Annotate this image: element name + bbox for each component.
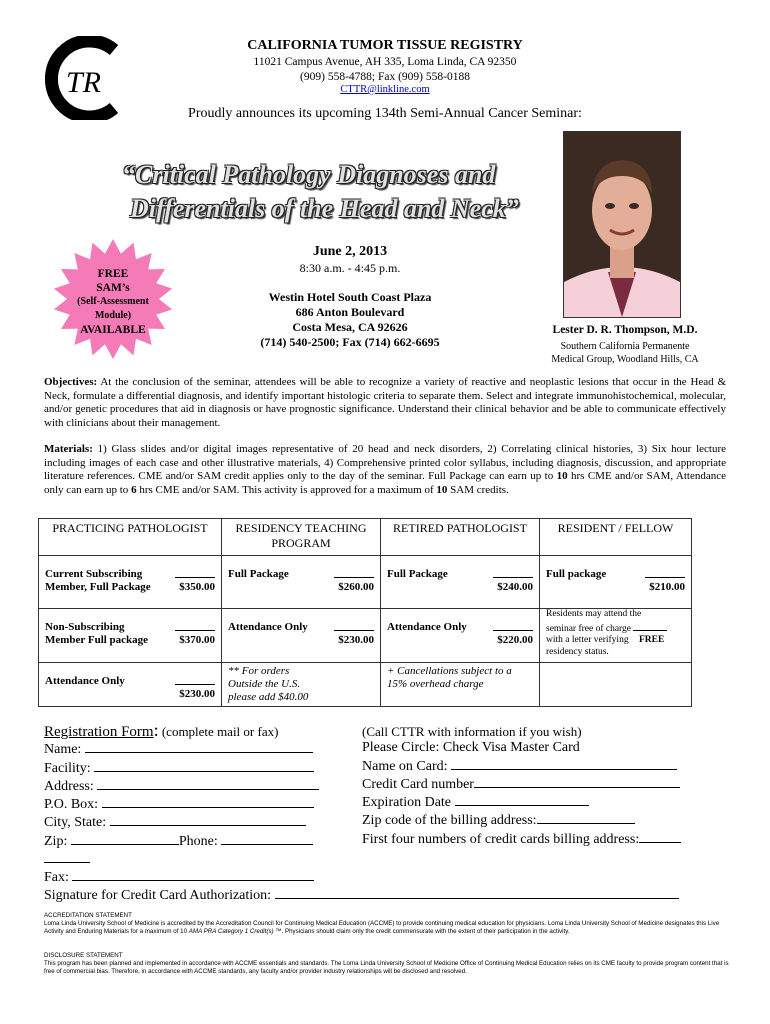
pp-full-member [39, 556, 222, 609]
materials-text-c: hrs CME and/or SAM. This activity is approved for a maximum of [136, 483, 437, 496]
org-phone-fax: (909) 558-4788; Fax (909) 558-0188 [300, 71, 470, 83]
title-line-1: “Critical Pathology Diagnoses and [122, 160, 496, 189]
signature-input[interactable] [275, 886, 679, 899]
name-on-card-field [362, 757, 732, 775]
city-input[interactable] [110, 813, 306, 826]
pp-row2-price: $370.00 [179, 634, 215, 646]
pp-row1-label-1: Current Subscribing [45, 568, 143, 580]
materials-label: Materials: [44, 443, 93, 455]
col-resident: RESIDENT / FELLOW [540, 519, 692, 556]
fax-input[interactable] [72, 868, 314, 881]
org-address: 11021 Campus Avenue, AH 335, Loma Linda, CA 92350 [253, 56, 517, 68]
announcement: Proudly announces its upcoming 134th Semi-Annual Cancer Seminar: [188, 106, 582, 121]
name-label: Name: [44, 742, 82, 758]
ret-full [381, 556, 540, 609]
pp-row3-price: $230.00 [179, 688, 215, 700]
rt-note-3: please add $40.00 [228, 691, 309, 703]
phone-overflow-input[interactable] [44, 850, 90, 863]
venue-city: Costa Mesa, CA 92626 [292, 320, 408, 334]
rt-row2-label: Attendance Only [228, 621, 308, 633]
name-field [44, 740, 344, 758]
cc-number-label: Credit Card number [362, 776, 474, 792]
ret-note-1: + Cancellations subject to a [387, 665, 512, 677]
registration-form-left [44, 722, 344, 887]
objectives-label: Objectives: [44, 376, 98, 388]
ret-attendance [381, 609, 540, 663]
pricing-row-1 [39, 556, 692, 609]
materials-text-d: SAM credits. [447, 483, 509, 496]
ret-note-2: 15% overhead charge [387, 678, 484, 690]
address-input[interactable] [97, 777, 319, 790]
ret-row1-label: Full Package [387, 568, 448, 580]
materials-text-a: 1) Glass slides and/or digital images representative of 20 head and neck disorders, 2) Correlating clinical histories, 3) Six hour lecture including images of each case and other illustrative materials, 4) Comprehensive printed color syllabus, including diagnosis, discussion, and appropriate literature references. CME and/or SAM credit applies only to the day of the seminar. Full Package can earn up to [44, 443, 726, 483]
facility-field [44, 759, 344, 777]
badge-sams: SAM’s [96, 282, 130, 294]
pp-row2-label-1: Non-Subscribing [45, 621, 125, 633]
phone-label: Phone: [178, 833, 218, 849]
rt-note-1: ** For orders [228, 665, 290, 677]
rf-note-1: Residents may attend the [546, 609, 642, 619]
materials-hours-full: 10 [556, 470, 568, 483]
city-field [44, 813, 344, 831]
seminar-time: 8:30 a.m. - 4:45 p.m. [299, 261, 401, 275]
name-input[interactable] [85, 740, 313, 753]
col-retired: RETIRED PATHOLOGIST [381, 519, 540, 556]
signature-label: Signature for Credit Card Authorization: [44, 888, 272, 903]
pricing-table [38, 518, 692, 707]
rt-foreign-note [222, 663, 381, 707]
badge-text [60, 267, 166, 337]
rf-row1-label: Full package [546, 568, 607, 580]
speaker-affiliation [530, 340, 720, 366]
ret-row1-checkbox-line[interactable] [493, 568, 533, 578]
materials-hours-attendance: 6 [131, 483, 137, 496]
accreditation-statement [44, 912, 730, 935]
disclosure-text: This program has been planned and implemented in accordance with ACCME essentials and standards. The Loma Linda University School of Medicine Office of Continuing Medical Education relies on its CME faculty to provide program content that is free of commercial bias. Therefore, in accordance with ACCME standards, any faculty and/or provider industry relationships will be disclosed and resolved. [44, 959, 729, 975]
rf-free-checkbox-line[interactable] [633, 621, 667, 631]
accreditation-text-a: Loma Linda University School of Medicine is accredited by the Accreditation Council for Continuing Medical Education (ACCME) to provide continuing medical education for physicians. Loma Linda University School of Medicine designates this Live Activity and Enduring Materials for a maximum of 10 [44, 919, 720, 935]
badge-self-assessment: (Self-Assessment [77, 296, 149, 307]
rt-row1-checkbox-line[interactable] [334, 568, 374, 578]
first-four-label: First four numbers of credit cards billing address: [362, 831, 640, 847]
pp-row1-checkbox-line[interactable] [175, 568, 215, 578]
venue [230, 290, 470, 350]
rf-note-4: residency status. [546, 646, 609, 657]
pp-row1-label-2: Member, Full Package [45, 581, 151, 593]
rt-row1-price: $260.00 [338, 581, 374, 593]
badge-available: AVAILABLE [80, 324, 146, 336]
zip-label: Zip: [44, 833, 68, 849]
rt-attendance [222, 609, 381, 663]
pobox-field [44, 795, 344, 813]
phone-input[interactable] [221, 832, 313, 845]
accreditation-body [44, 920, 730, 936]
affil-line-1: Southern California Permanente [560, 341, 690, 352]
badge-free: FREE [97, 268, 129, 280]
org-name: CALIFORNIA TUMOR TISSUE REGISTRY [247, 38, 523, 53]
ret-row2-checkbox-line[interactable] [493, 621, 533, 631]
pricing-row-2 [39, 609, 692, 663]
disclosure-title: DISCLOSURE STATEMENT [44, 952, 123, 959]
fax-field [44, 868, 344, 886]
rf-note-3: with a letter verifying [546, 635, 629, 645]
rt-row1-label: Full Package [228, 568, 289, 580]
name-on-card-label: Name on Card: [362, 758, 448, 774]
cc-number-field [362, 775, 732, 793]
col-practicing: PRACTICING PATHOLOGIST [39, 519, 222, 556]
accreditation-text-b: ™. Physicians should claim only the credit commensurate with the extent of their participation in the activity. [273, 927, 570, 935]
pp-nonsub-member [39, 609, 222, 663]
cc-number-input[interactable] [474, 775, 680, 788]
objectives-text: At the conclusion of the seminar, attendees will be able to recognize a variety of reactive and neoplastic lesions that occur in the Head & Neck, formulate a differential diagnosis, and identify important histologic criteria to separate them. Select and integrate immunohistochemical, molecular, and/or genetic procedures that aid in diagnosis or have prognostic significance. Understand their clinical behavior and be able to communicate effectively with clinicians about their management. [44, 376, 726, 429]
registration-subtitle: (complete mail or fax) [158, 724, 279, 739]
venue-name: Westin Hotel South Coast Plaza [268, 290, 432, 304]
first-four-field [362, 830, 732, 848]
speaker-photo [563, 131, 681, 318]
rt-row2-checkbox-line[interactable] [334, 621, 374, 631]
rf-note-2: seminar free of charge [546, 623, 632, 634]
title-line-2: Differentials of the Head and Neck” [130, 194, 519, 223]
badge-module: Module) [94, 310, 132, 321]
pricing-header-row [39, 519, 692, 556]
pp-attendance [39, 663, 222, 707]
expiration-label: Expiration Date [362, 795, 452, 811]
expiration-field [362, 793, 732, 811]
registration-form-right [362, 724, 732, 848]
rf-row1-price: $210.00 [649, 581, 685, 593]
rf-empty [540, 663, 692, 707]
billing-zip-input[interactable] [537, 811, 635, 824]
ret-row1-price: $240.00 [497, 581, 533, 593]
zip-input[interactable] [71, 832, 179, 845]
rf-full [540, 556, 692, 609]
ret-row2-price: $220.00 [497, 634, 533, 646]
rt-note-2: Outside the U.S. [228, 678, 301, 690]
materials-paragraph [44, 443, 726, 497]
speaker-name: Lester D. R. Thompson, M.D. [552, 324, 698, 336]
rf-row1-checkbox-line[interactable] [645, 568, 685, 578]
rt-full [222, 556, 381, 609]
call-cttr-note: (Call CTTR with information if you wish) [362, 724, 582, 739]
pp-row3-label: Attendance Only [45, 675, 125, 687]
seminar-date: June 2, 2013 [312, 244, 388, 259]
ret-cancel-note [381, 663, 540, 707]
fax-label: Fax: [44, 870, 69, 886]
name-on-card-input[interactable] [451, 757, 677, 770]
address-label: Address: [44, 778, 94, 794]
pp-row2-checkbox-line[interactable] [175, 621, 215, 631]
svg-text:TR: TR [66, 66, 102, 99]
pobox-input[interactable] [102, 795, 314, 808]
facility-label: Facility: [44, 760, 91, 776]
registration-colon: : [153, 720, 159, 740]
venue-street: 686 Anton Boulevard [295, 305, 405, 319]
col-residency: RESIDENCY TEACHING PROGRAM [222, 519, 381, 556]
materials-sam-max: 10 [436, 483, 448, 496]
accreditation-credit-name: AMA PRA Category 1 Credit(s) [188, 927, 274, 935]
disclosure-statement [44, 952, 730, 975]
pobox-label: P.O. Box: [44, 797, 99, 813]
pp-row1-price: $350.00 [179, 581, 215, 593]
zip-phone-field [44, 832, 344, 850]
expiration-input[interactable] [455, 793, 589, 806]
seminar-title [100, 158, 570, 226]
billing-zip-field [362, 811, 732, 829]
ret-row2-label: Attendance Only [387, 621, 467, 633]
pp-row2-label-2: Member Full package [45, 634, 149, 646]
billing-zip-label: Zip code of the billing address: [362, 813, 537, 829]
affil-line-2: Medical Group, Woodland Hills, CA [551, 354, 699, 365]
first-four-input[interactable] [639, 830, 681, 843]
pp-row3-checkbox-line[interactable] [175, 675, 215, 685]
org-email-link[interactable]: CTTR@linkline.com [340, 84, 430, 95]
objectives-paragraph [44, 376, 726, 430]
rf-free-label: FREE [638, 635, 665, 645]
signature-field [44, 886, 734, 904]
facility-input[interactable] [94, 759, 314, 772]
rf-free-note [540, 609, 692, 663]
payment-method-circle[interactable]: Please Circle: Check Visa Master Card [362, 740, 580, 756]
materials-text-b: hrs CME and/or SAM, Attendance only can earn up to [44, 470, 727, 496]
registration-title: Registration Form [44, 724, 154, 740]
pricing-row-3 [39, 663, 692, 707]
venue-phone: (714) 540-2500; Fax (714) 662-6695 [260, 335, 440, 349]
city-label: City, State: [44, 815, 107, 831]
accreditation-title: ACCREDITATION STATEMENT [44, 912, 132, 919]
registration-heading [44, 722, 344, 740]
address-field [44, 777, 344, 795]
rt-row2-price: $230.00 [338, 634, 374, 646]
